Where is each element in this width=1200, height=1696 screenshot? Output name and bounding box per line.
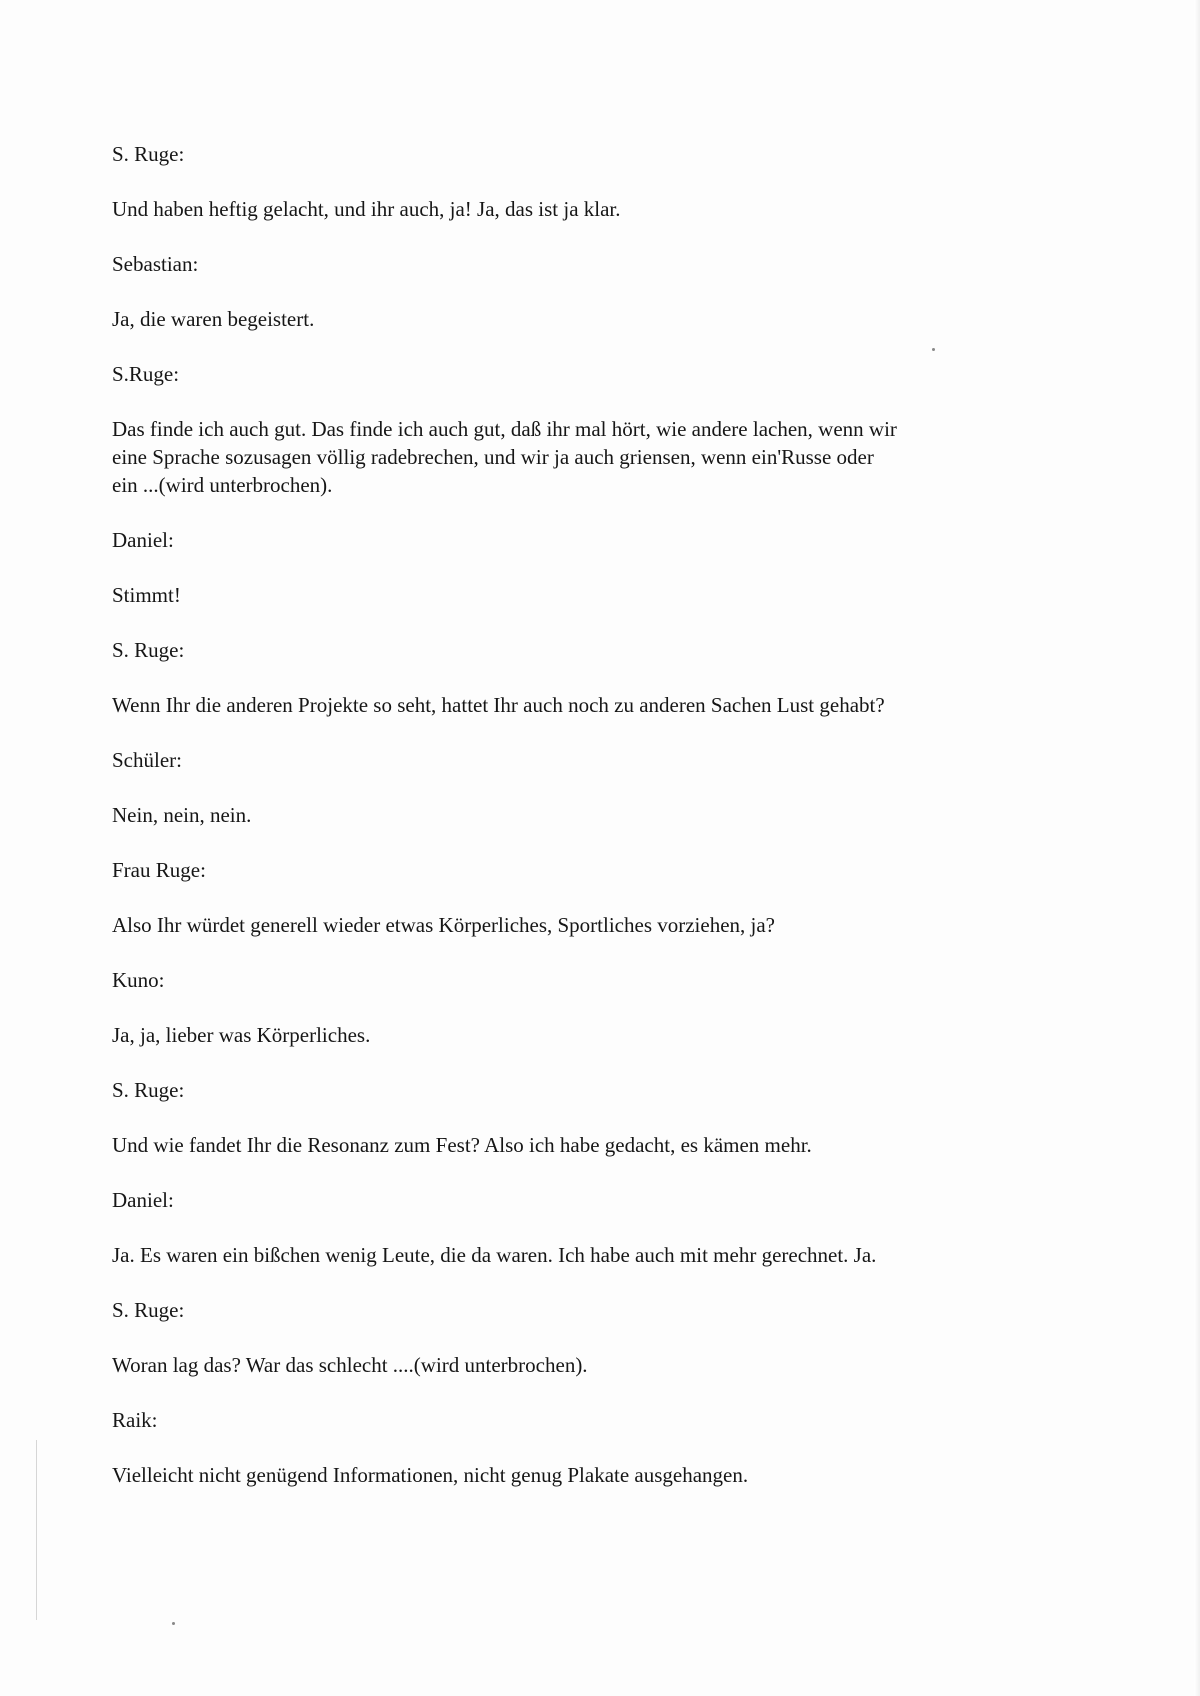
scan-edge-shadow	[1194, 0, 1200, 1696]
speaker-label: Frau Ruge:	[112, 858, 206, 882]
speaker-label: Raik:	[112, 1408, 158, 1432]
utterance-text: Woran lag das? War das schlecht ....(wird unterbrochen).	[112, 1353, 588, 1377]
scan-speck	[932, 348, 935, 351]
speaker-label: Daniel:	[112, 1188, 174, 1212]
utterance-text: Ja, die waren begeistert.	[112, 307, 315, 331]
dialogue-turn	[112, 746, 1042, 829]
utterance-text: Ja, ja, lieber was Körperliches.	[112, 1023, 371, 1047]
dialogue-turn	[112, 250, 1042, 333]
dialogue-turn	[112, 636, 1042, 719]
dialogue-turn	[112, 1296, 1042, 1379]
utterance-text: Vielleicht nicht genügend Informationen, nicht genug Plakate ausgehangen.	[112, 1463, 749, 1487]
utterance-text: Nein, nein, nein.	[112, 803, 252, 827]
utterance-text: Ja. Es waren ein bißchen wenig Leute, die da waren. Ich habe auch mit mehr gerechnet. Ja.	[112, 1243, 877, 1267]
dialogue-turn	[112, 1186, 1042, 1269]
utterance-text: Wenn Ihr die anderen Projekte so seht, hattet Ihr auch noch zu anderen Sachen Lust gehabt?	[112, 693, 885, 717]
utterance-text: Stimmt!	[112, 583, 181, 607]
utterance-text: Also Ihr würdet generell wieder etwas Körperliches, Sportliches vorziehen, ja?	[112, 913, 776, 937]
speaker-label: Daniel:	[112, 528, 174, 552]
speaker-label: Kuno:	[112, 968, 165, 992]
speaker-label: Sebastian:	[112, 252, 199, 276]
speaker-label: Schüler:	[112, 748, 182, 772]
utterance-text: Das finde ich auch gut. Das finde ich auch gut, daß ihr mal hört, wie andere lachen, wenn wir eine Sprache sozusagen völlig radebrechen, und wir ja auch griensen, wenn ein'Russe oder ein ...(wird unterbrochen).	[112, 417, 897, 497]
dialogue-turn	[112, 526, 1042, 609]
utterance-text: Und wie fandet Ihr die Resonanz zum Fest? Also ich habe gedacht, es kämen mehr.	[112, 1133, 812, 1157]
dialogue-turn	[112, 1076, 1042, 1159]
dialogue-turn	[112, 966, 1042, 1049]
dialogue-turn	[112, 360, 1042, 499]
scan-speck	[172, 1622, 175, 1625]
dialogue-turn	[112, 856, 1042, 939]
speaker-label: S. Ruge:	[112, 1078, 185, 1102]
interview-transcript	[112, 140, 1042, 1516]
dialogue-turn	[112, 1406, 1042, 1489]
dialogue-turn	[112, 140, 1042, 223]
utterance-text: Und haben heftig gelacht, und ihr auch, ja! Ja, das ist ja klar.	[112, 197, 621, 221]
speaker-label: S.Ruge:	[112, 362, 180, 386]
speaker-label: S. Ruge:	[112, 638, 185, 662]
speaker-label: S. Ruge:	[112, 142, 185, 166]
speaker-label: S. Ruge:	[112, 1298, 185, 1322]
scan-artifact-line	[36, 1440, 37, 1620]
